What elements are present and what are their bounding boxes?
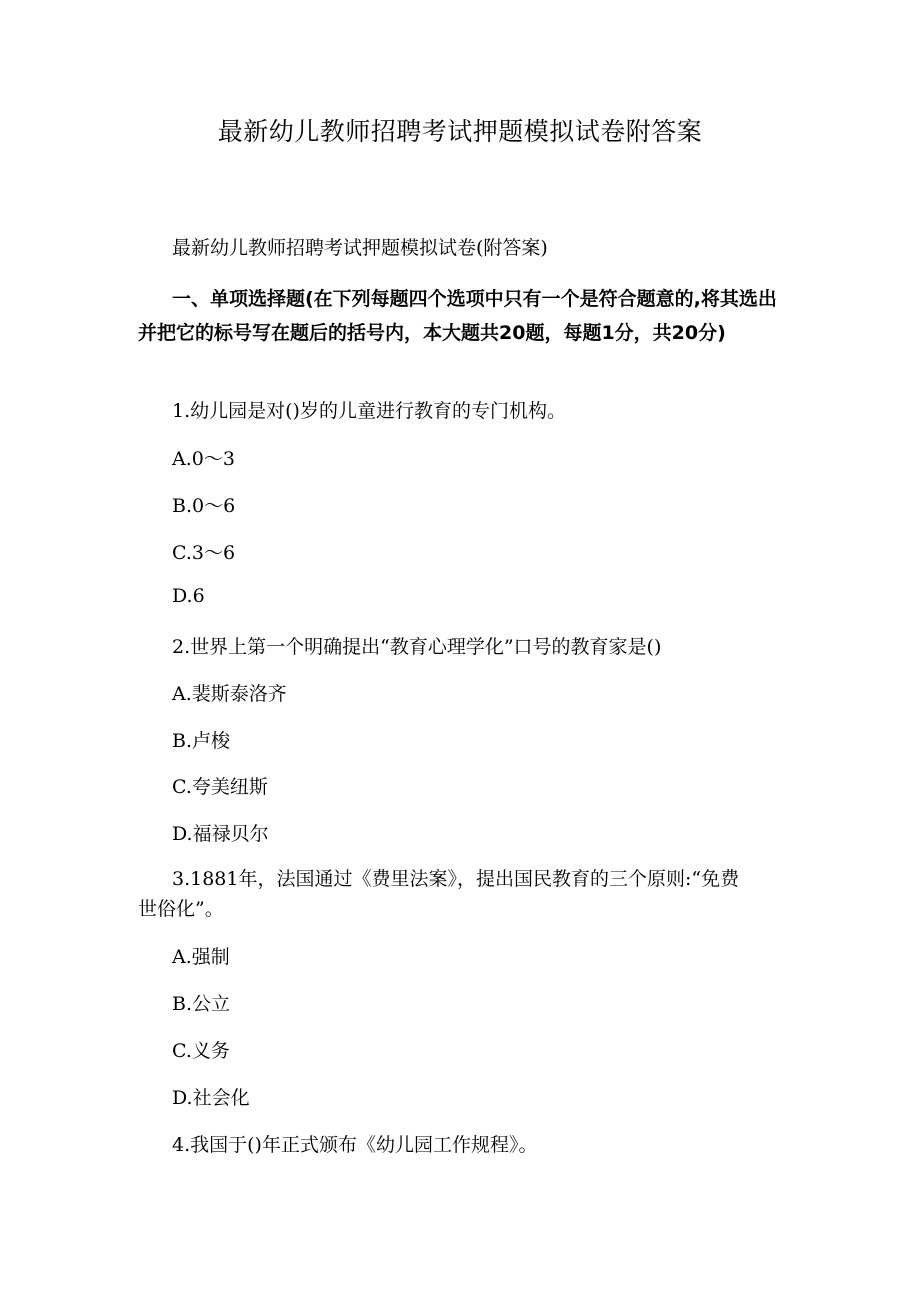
question-1-stem: 1.幼儿园是对()岁的儿童进行教育的专门机构。 bbox=[172, 400, 566, 422]
question-1-option-c: C.3～6 bbox=[172, 542, 236, 564]
document-subtitle: 最新幼儿教师招聘考试押题模拟试卷(附答案) bbox=[172, 237, 548, 259]
question-4-stem: 4.我国于()年正式颁布《幼儿园工作规程》。 bbox=[172, 1134, 538, 1156]
question-2-option-a: A.裴斯泰洛齐 bbox=[172, 683, 287, 705]
question-3-option-b: B.公立 bbox=[172, 993, 231, 1015]
question-2-option-d: D.福禄贝尔 bbox=[172, 823, 269, 845]
question-3-option-d: D.社会化 bbox=[172, 1087, 250, 1109]
question-1-option-d: D.6 bbox=[172, 585, 205, 607]
page-title: 最新幼儿教师招聘考试押题模拟试卷附答案 bbox=[217, 117, 703, 146]
question-2-stem: 2.世界上第一个明确提出“教育心理学化”口号的教育家是() bbox=[172, 636, 662, 658]
question-3-stem: 3.1881年，法国通过《费里法案》，提出国民教育的三个原则:“免费世俗化”。 bbox=[138, 868, 740, 920]
question-2-option-c: C.夸美纽斯 bbox=[172, 776, 268, 798]
question-1-option-a: A.0～3 bbox=[172, 448, 235, 470]
question-3-option-a: A.强制 bbox=[172, 946, 230, 968]
question-1-option-b: B.0～6 bbox=[172, 495, 236, 517]
section-heading: 一、单项选择题(在下列每题四个选项中只有一个是符合题意的,将其选出并把它的标号写在题后的括号内，本大题共20题，每题1分，共20分) bbox=[138, 288, 777, 344]
question-3-option-c: C.义务 bbox=[172, 1040, 230, 1062]
question-2-option-b: B.卢梭 bbox=[172, 730, 231, 752]
